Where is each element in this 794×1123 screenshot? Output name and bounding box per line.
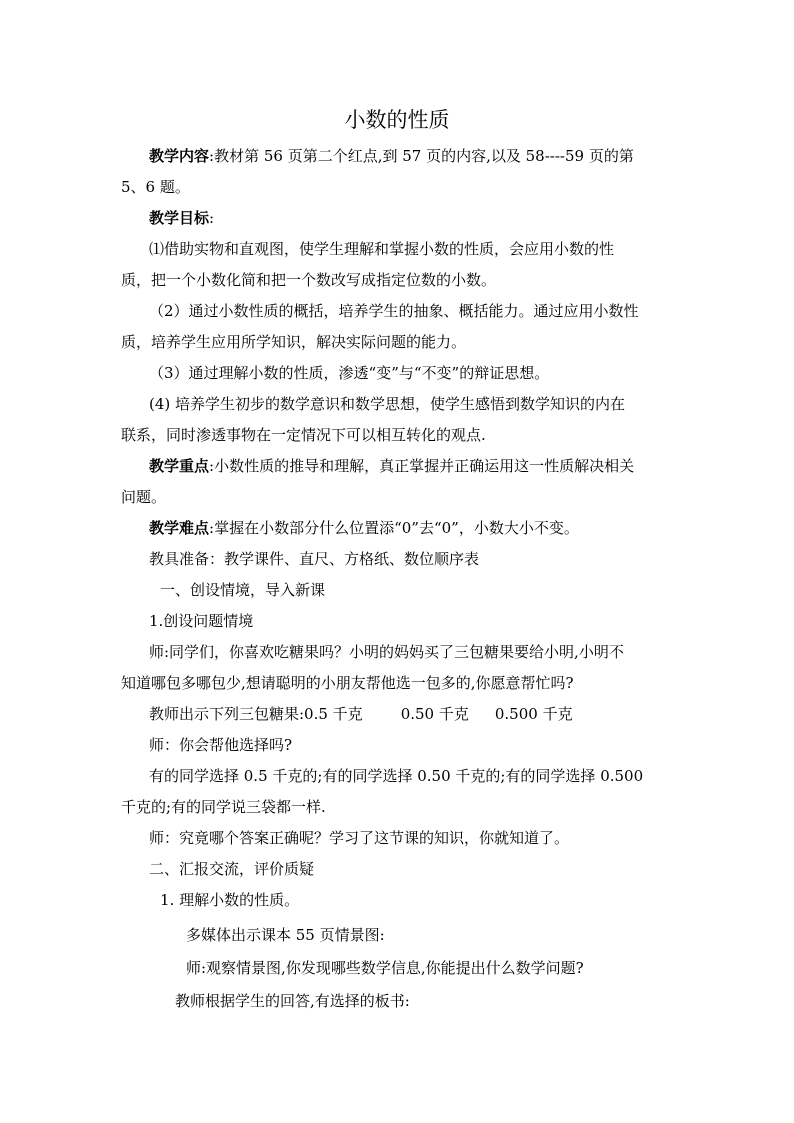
content-line: （3）通过理解小数的性质，渗透“变”与“不变”的辩证思想。: [149, 364, 550, 382]
content-line: (4) 培养学生初步的数学意识和数学思想，使学生感悟到数学知识的内在: [149, 395, 626, 413]
content-line: 师:观察情景图,你发现哪些数学信息,你能提出什么数学问题?: [186, 959, 584, 977]
content-line: 知道哪包多哪包少,想请聪明的小朋友帮他选一包多的,你愿意帮忙吗?: [121, 674, 574, 692]
content-line: 千克的;有的同学说三袋都一样.: [121, 798, 326, 816]
section-text: :小数性质的推导和理解，真正掌握并正确运用这一性质解决相关: [209, 457, 635, 475]
content-line: 有的同学选择 0.5 千克的;有的同学选择 0.50 千克的;有的同学选择 0.500: [149, 767, 644, 785]
content-line: 1.创设问题情境: [149, 612, 254, 630]
content-line: 师：究竟哪个答案正确呢？学习了这节课的知识，你就知道了。: [149, 829, 570, 847]
candy-option: 0.50 千克: [400, 705, 469, 723]
page-title: 小数的性质: [344, 108, 450, 132]
candy-option: 教师出示下列三包糖果:0.5 千克: [149, 705, 363, 723]
content-line: 质，把一个小数化简和把一个数改写成指定位数的小数。: [121, 271, 497, 289]
content-line: [149, 208, 214, 228]
section-label: 教学难点: [149, 519, 210, 537]
section-text: :教材第 56 页第二个红点,到 57 页的内容,以及 58----59 页的第: [209, 147, 634, 165]
content-line: 问题。: [121, 488, 167, 506]
content-line: [149, 518, 579, 538]
section-label: 教学内容: [149, 147, 210, 165]
section-heading: 一、创设情境，导入新课: [160, 581, 326, 599]
content-line: ⑴借助实物和直观图，使学生理解和掌握小数的性质，会应用小数的性: [149, 240, 615, 258]
content-line: 多媒体出示课本 55 页情景图:: [186, 926, 385, 944]
content-line: 教师根据学生的回答,有选择的板书:: [175, 992, 410, 1010]
section-text: :掌握在小数部分什么位置添“0”去“0”，小数大小不变。: [209, 519, 579, 537]
content-line: 联系，同时渗透事物在一定情况下可以相互转化的观点.: [121, 426, 486, 444]
section-label: 教学目标: [149, 209, 210, 227]
content-line: [149, 704, 573, 724]
content-line: 师:同学们，你喜欢吃糖果吗？小明的妈妈买了三包糖果要给小明,小明不: [149, 643, 624, 661]
candy-option: 0.500 千克: [494, 705, 573, 723]
content-line: 教具准备：教学课件、直尺、方格纸、数位顺序表: [149, 550, 480, 568]
section-heading: 二、汇报交流，评价质疑: [149, 860, 315, 878]
content-line: 5、6 题。: [121, 178, 190, 196]
section-label: 教学重点: [149, 457, 210, 475]
content-line: [149, 146, 634, 166]
content-line: 1. 理解小数的性质。: [160, 891, 300, 909]
content-line: 质，培养学生应用所学知识，解决实际问题的能力。: [121, 333, 467, 351]
content-line: [149, 456, 634, 476]
section-text: :: [209, 209, 215, 227]
content-line: （2）通过小数性质的概括，培养学生的抽象、概括能力。通过应用小数性: [149, 302, 639, 320]
content-line: 师：你会帮他选择吗?: [149, 736, 293, 754]
